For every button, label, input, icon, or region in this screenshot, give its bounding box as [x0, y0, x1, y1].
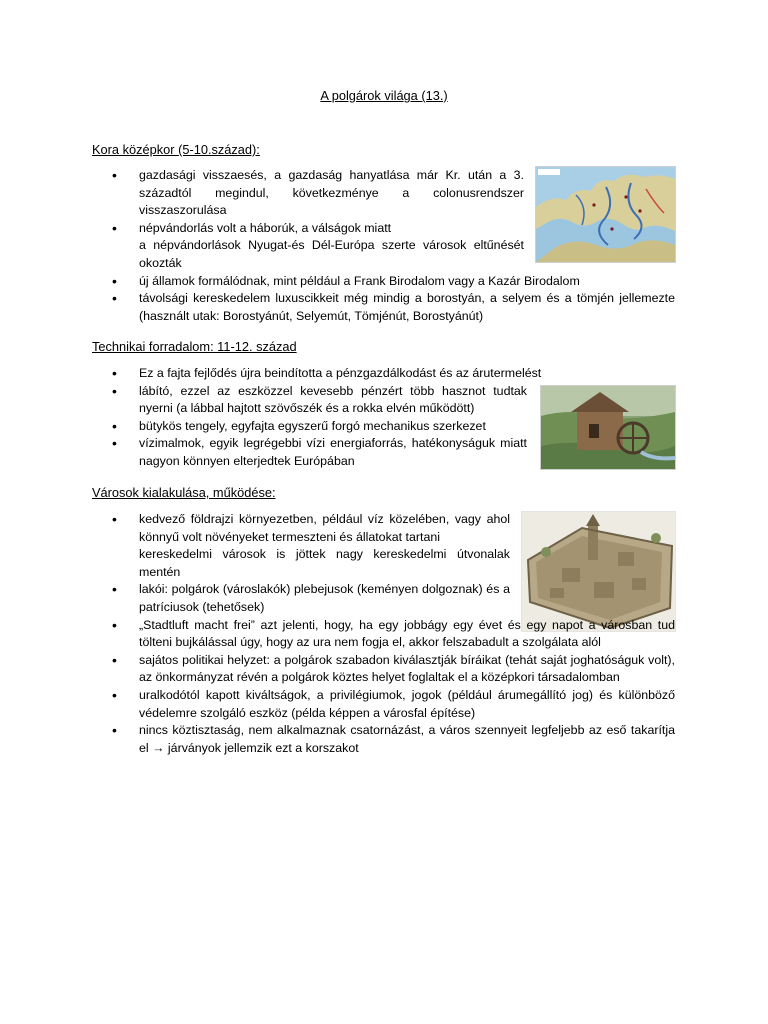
list-item: a népvándorlások Nyugat-és Dél-Európa szerte városok eltűnését okozták	[139, 238, 524, 270]
list-item: • népvándorlás volt a háborúk, a válságok miatt	[112, 220, 524, 238]
technical-revolution-list	[112, 365, 675, 471]
list-item: • gazdasági visszaesés, a gazdaság hanyatlása már Kr. után a 3. századtól megindul, következménye a colonusrendszer visszaszorulása	[112, 167, 524, 220]
cities-list	[112, 511, 675, 757]
list-item: • kedvező földrajzi környezetben, például víz közelében, vagy ahol könnyű volt növényeket termeszteni és állatokat tartani	[112, 511, 510, 546]
list-item: • „Stadtluft macht frei” azt jelenti, hogy, ha egy jobbágy egy évet és egy napot a városban tud tölteni bujkálással úgy, hogy az ura nem fogja el, akkor felszabadult a szolgálata alól	[112, 617, 675, 652]
list-item: • nincs köztisztaság, nem alkalmaznak csatornázást, a város szennyeit legfeljebb az eső takarítja el → járványok jellemzik ezt a korszakot	[112, 722, 675, 757]
list-item: • bütykös tengely, egyfajta egyszerű forgó mechanikus szerkezet	[112, 418, 527, 436]
section-heading-cities: Városok kialakulása, működése:	[92, 485, 276, 500]
section-heading-early-middle-ages: Kora középkor (5-10.század):	[92, 142, 260, 157]
list-item: • lakói: polgárok (városlakók) plebejusok (keményen dolgoznak) és a patríciusok (tehetősek)	[112, 581, 510, 616]
list-item: kereskedelmi városok is jöttek nagy kereskedelmi útvonalak mentén	[139, 547, 510, 579]
list-item: • Ez a fajta fejlődés újra beindította a pénzgazdálkodást és az árutermelést	[112, 365, 559, 383]
list-item: • távolsági kereskedelem luxuscikkeit még mindig a borostyán, a selyem és a tömjén jellemezte (használt utak: Borostyánút, Selyemút, Tömjénút, Borostyánút)	[112, 290, 675, 325]
early-middle-ages-list	[112, 167, 675, 325]
section-heading-technical-revolution: Technikai forradalom: 11-12. század	[92, 339, 297, 354]
list-item: • vízimalmok, egyik legrégebbi vízi energiaforrás, hatékonyságuk miatt nagyon könnyen elterjedtek Európában	[112, 435, 527, 470]
list-item: • sajátos politikai helyzet: a polgárok szabadon kiválasztják bíráikat (tehát saját joghatóságuk volt), az önkormányzat révén a polgárok köztes helyet foglaltak el a középkori társadalomban	[112, 652, 675, 687]
list-item: • lábító, ezzel az eszközzel kevesebb pénzért több hasznot tudtak nyerni (a lábbal hajtott szövőszék és a rokka elvén működött)	[112, 383, 527, 418]
list-item: • uralkodótól kapott kiváltságok, a privilégiumok, jogok (például árumegállító jog) és különböző védelemre szolgáló eszköz (példa képpen a városfal építése)	[112, 687, 675, 722]
list-item: • új államok formálódnak, mint például a Frank Birodalom vagy a Kazár Birodalom	[112, 273, 675, 291]
page-title: A polgárok világa (13.)	[320, 88, 448, 103]
